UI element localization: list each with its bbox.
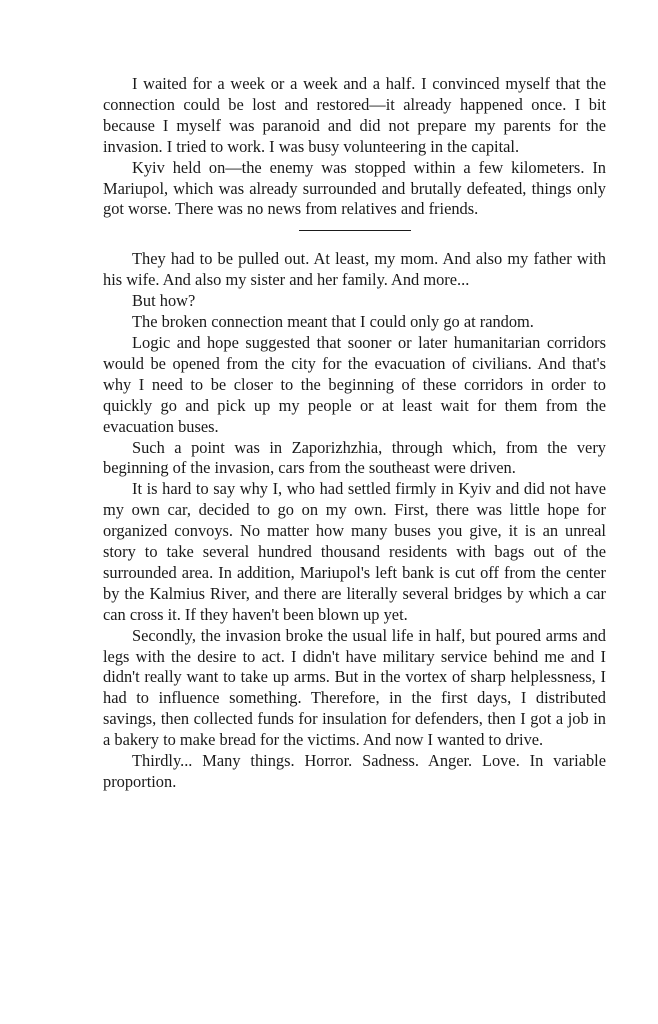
book-page <box>103 74 606 793</box>
paragraph: They had to be pulled out. At least, my mom. And also my father with his wife. And also my sister and her family. And more... <box>103 249 606 290</box>
paragraph: Logic and hope suggested that sooner or later humanitarian corridors would be opened from the city for the evacuation of civilians. And that's why I need to be closer to the beginning of these corridors in order to quickly go and pick up my people or at least wait for them from the evacuation buses. <box>103 332 606 436</box>
section-1 <box>103 74 606 220</box>
paragraph: Secondly, the invasion broke the usual life in half, but poured arms and legs with the desire to act. I didn't have military service behind me and I didn't really want to take up arms. But in the vortex of sharp helplessness, I had to influence something. Therefore, in the first days, I distributed savings, then collected funds for insulation for defenders, then I got a job in a bakery to make bread for the victims. And now I wanted to drive. <box>103 625 606 750</box>
paragraph: I waited for a week or a week and a half. I convinced myself that the connection could be lost and restored—it already happened once. I bit because I myself was paranoid and did not prepare my parents for the invasion. I tried to work. I was busy volunteering in the capital. <box>103 74 606 156</box>
section-divider <box>299 230 411 231</box>
paragraph: Such a point was in Zaporizhzhia, through which, from the very beginning of the invasion, cars from the southeast were driven. <box>103 437 606 478</box>
paragraph: It is hard to say why I, who had settled firmly in Kyiv and did not have my own car, decided to go on my own. First, there was little hope for organized convoys. No matter how many buses you give, it is an unreal story to take several hundred thousand residents with bags out of the surrounded area. In addition, Mariupol's left bank is cut off from the center by the Kalmius River, and there are literally several bridges by which a car can cross it. If they haven't been blown up yet. <box>103 479 606 624</box>
paragraph: Thirdly... Many things. Horror. Sadness. Anger. Love. In variable proportion. <box>103 751 606 791</box>
section-2 <box>103 249 606 793</box>
paragraph: The broken connection meant that I could only go at random. <box>132 312 534 332</box>
paragraph: Kyiv held on—the enemy was stopped within a few kilometers. In Mariupol, which was already surrounded and brutally defeated, things only got worse. There was no news from relatives and friends. <box>103 157 606 219</box>
paragraph: But how? <box>132 291 196 311</box>
